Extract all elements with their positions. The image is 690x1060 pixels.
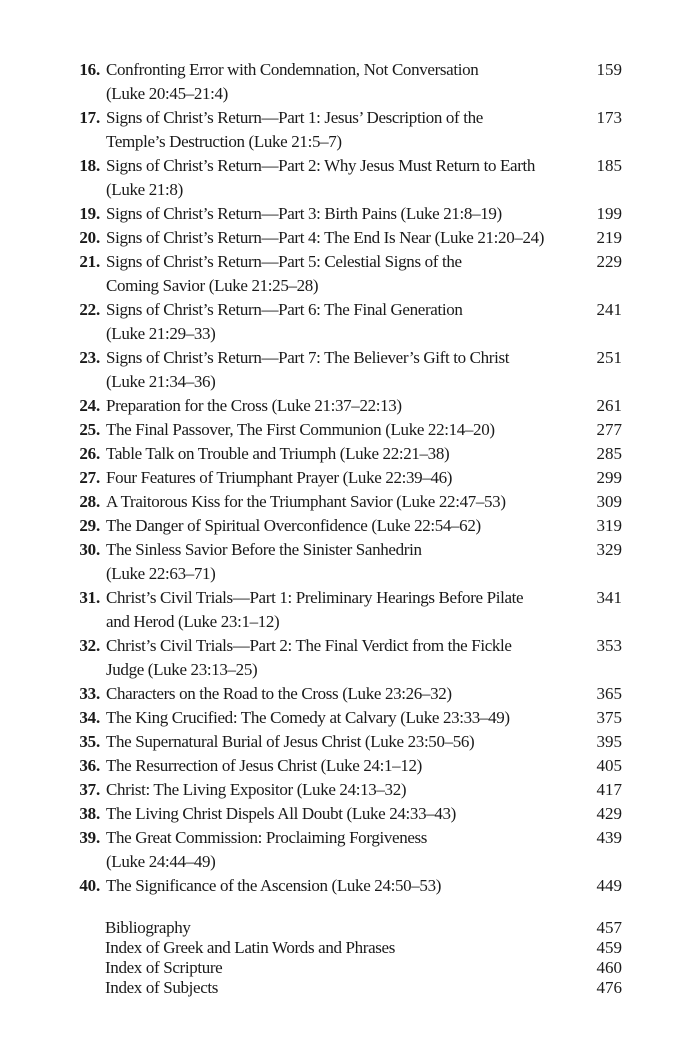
page-number: 341 bbox=[596, 588, 622, 607]
page-number: 241 bbox=[596, 300, 622, 319]
chapter-title-line: The Resurrection of Jesus Christ (Luke 24:1–12) bbox=[106, 756, 422, 775]
chapter-number: 22. bbox=[79, 300, 100, 319]
toc-entry bbox=[0, 874, 690, 898]
toc-entry bbox=[0, 538, 690, 586]
chapter-title bbox=[106, 394, 596, 418]
chapter-number: 29. bbox=[79, 516, 100, 535]
chapter-title-line: Signs of Christ’s Return—Part 5: Celestial Signs of the bbox=[106, 252, 462, 271]
chapter-number: 23. bbox=[79, 348, 100, 367]
chapter-title-line: Confronting Error with Condemnation, Not Conversation bbox=[106, 60, 479, 79]
chapter-title bbox=[106, 466, 596, 490]
back-matter-entry bbox=[0, 918, 690, 938]
page-number: 429 bbox=[596, 804, 622, 823]
page-number: 476 bbox=[596, 978, 622, 997]
chapter-title-line: A Traitorous Kiss for the Triumphant Savior (Luke 22:47–53) bbox=[106, 492, 506, 511]
page-number: 457 bbox=[596, 918, 622, 937]
back-matter-entry bbox=[0, 958, 690, 978]
chapter-title bbox=[106, 586, 596, 634]
toc-entry bbox=[0, 394, 690, 418]
chapter-title-line: The Final Passover, The First Communion (Luke 22:14–20) bbox=[106, 420, 495, 439]
chapter-title bbox=[106, 202, 596, 226]
chapter-title bbox=[106, 706, 596, 730]
chapter-title bbox=[106, 874, 596, 898]
chapter-title bbox=[106, 514, 596, 538]
chapter-title-line: The Danger of Spiritual Overconfidence (Luke 22:54–62) bbox=[106, 516, 481, 535]
chapter-title bbox=[106, 826, 596, 874]
page-number: 405 bbox=[596, 756, 622, 775]
chapter-number: 34. bbox=[79, 708, 100, 727]
back-matter-title: Bibliography bbox=[105, 918, 191, 937]
chapter-title-line: Characters on the Road to the Cross (Luke 23:26–32) bbox=[106, 684, 452, 703]
back-matter-title: Index of Greek and Latin Words and Phrases bbox=[105, 938, 396, 957]
chapter-title-line: Preparation for the Cross (Luke 21:37–22:13) bbox=[106, 396, 402, 415]
chapter-title bbox=[106, 730, 596, 754]
toc-entry bbox=[0, 634, 690, 682]
chapter-title-line: The Significance of the Ascension (Luke 24:50–53) bbox=[106, 876, 442, 895]
chapter-number: 40. bbox=[79, 876, 100, 895]
chapter-title-line: The Great Commission: Proclaiming Forgiveness bbox=[106, 828, 428, 847]
chapter-title-line: (Luke 21:34–36) bbox=[106, 372, 216, 391]
page-number: 229 bbox=[596, 252, 622, 271]
page-number: 319 bbox=[596, 516, 622, 535]
chapter-number: 24. bbox=[79, 396, 100, 415]
chapter-title-line: Temple’s Destruction (Luke 21:5–7) bbox=[106, 132, 342, 151]
chapter-title bbox=[106, 250, 596, 298]
chapter-number: 33. bbox=[79, 684, 100, 703]
chapter-title bbox=[106, 106, 596, 154]
page-number: 449 bbox=[596, 876, 622, 895]
chapter-title bbox=[106, 490, 596, 514]
chapter-number: 38. bbox=[79, 804, 100, 823]
chapter-number: 26. bbox=[79, 444, 100, 463]
chapter-title-line: Four Features of Triumphant Prayer (Luke 22:39–46) bbox=[106, 468, 453, 487]
page-number: 185 bbox=[596, 156, 622, 175]
chapter-number: 17. bbox=[79, 108, 100, 127]
toc-entry bbox=[0, 250, 690, 298]
chapter-title-line: Signs of Christ’s Return—Part 4: The End Is Near (Luke 21:20–24) bbox=[106, 228, 545, 247]
back-matter-title: Index of Subjects bbox=[105, 978, 219, 997]
chapter-title-line: (Luke 24:44–49) bbox=[106, 852, 216, 871]
chapter-title bbox=[106, 154, 596, 202]
chapter-title bbox=[106, 58, 596, 106]
chapter-title-line: The King Crucified: The Comedy at Calvary (Luke 23:33–49) bbox=[106, 708, 510, 727]
chapter-title bbox=[106, 298, 596, 346]
toc-entry bbox=[0, 298, 690, 346]
chapter-title bbox=[106, 754, 596, 778]
chapter-title-line: Signs of Christ’s Return—Part 3: Birth Pains (Luke 21:8–19) bbox=[106, 204, 502, 223]
chapter-title-line: and Herod (Luke 23:1–12) bbox=[106, 612, 280, 631]
toc-entry bbox=[0, 706, 690, 730]
chapter-number: 31. bbox=[79, 588, 100, 607]
chapter-title bbox=[106, 346, 596, 394]
chapter-title-line: Signs of Christ’s Return—Part 2: Why Jesus Must Return to Earth bbox=[106, 156, 536, 175]
chapter-title bbox=[106, 634, 596, 682]
chapter-title bbox=[106, 418, 596, 442]
page-number: 219 bbox=[596, 228, 622, 247]
chapter-number: 19. bbox=[79, 204, 100, 223]
toc-entry bbox=[0, 466, 690, 490]
page-number: 375 bbox=[596, 708, 622, 727]
chapter-title-line: (Luke 21:8) bbox=[106, 180, 183, 199]
page-number: 460 bbox=[596, 958, 622, 977]
chapter-title-line: (Luke 22:63–71) bbox=[106, 564, 216, 583]
page-number: 459 bbox=[596, 938, 622, 957]
chapter-title bbox=[106, 682, 596, 706]
page-number: 277 bbox=[596, 420, 622, 439]
page-number: 285 bbox=[596, 444, 622, 463]
page-number: 173 bbox=[596, 108, 622, 127]
chapter-list bbox=[0, 58, 690, 898]
page-number: 159 bbox=[596, 60, 622, 79]
toc-entry bbox=[0, 514, 690, 538]
toc-entry bbox=[0, 418, 690, 442]
chapter-number: 16. bbox=[79, 60, 100, 79]
chapter-title-line: The Living Christ Dispels All Doubt (Luke 24:33–43) bbox=[106, 804, 456, 823]
page-number: 309 bbox=[596, 492, 622, 511]
page-number: 199 bbox=[596, 204, 622, 223]
page-number: 329 bbox=[596, 540, 622, 559]
chapter-title-line: Signs of Christ’s Return—Part 1: Jesus’ Description of the bbox=[106, 108, 483, 127]
back-matter-entry bbox=[0, 938, 690, 958]
chapter-title bbox=[106, 442, 596, 466]
chapter-title-line: The Sinless Savior Before the Sinister Sanhedrin bbox=[106, 540, 422, 559]
chapter-number: 32. bbox=[79, 636, 100, 655]
toc-entry bbox=[0, 490, 690, 514]
chapter-number: 25. bbox=[79, 420, 100, 439]
chapter-title-line: (Luke 20:45–21:4) bbox=[106, 84, 228, 103]
chapter-number: 20. bbox=[79, 228, 100, 247]
chapter-number: 27. bbox=[79, 468, 100, 487]
back-matter-entry bbox=[0, 978, 690, 998]
toc-entry bbox=[0, 106, 690, 154]
toc-entry bbox=[0, 154, 690, 202]
page-number: 261 bbox=[596, 396, 622, 415]
toc-entry bbox=[0, 826, 690, 874]
chapter-number: 36. bbox=[79, 756, 100, 775]
page-number: 395 bbox=[596, 732, 622, 751]
chapter-number: 35. bbox=[79, 732, 100, 751]
chapter-title bbox=[106, 802, 596, 826]
page-number: 417 bbox=[596, 780, 622, 799]
toc-entry bbox=[0, 202, 690, 226]
chapter-number: 30. bbox=[79, 540, 100, 559]
chapter-title-line: Signs of Christ’s Return—Part 7: The Believer’s Gift to Christ bbox=[106, 348, 510, 367]
toc-entry bbox=[0, 802, 690, 826]
toc-entry bbox=[0, 730, 690, 754]
page-number: 251 bbox=[596, 348, 622, 367]
chapter-title-line: Judge (Luke 23:13–25) bbox=[106, 660, 258, 679]
chapter-title-line: Christ’s Civil Trials—Part 1: Preliminary Hearings Before Pilate bbox=[106, 588, 524, 607]
toc-entry bbox=[0, 346, 690, 394]
toc-entry bbox=[0, 58, 690, 106]
chapter-number: 18. bbox=[79, 156, 100, 175]
chapter-number: 39. bbox=[79, 828, 100, 847]
chapter-number: 21. bbox=[79, 252, 100, 271]
toc-entry bbox=[0, 778, 690, 802]
chapter-title-line: The Supernatural Burial of Jesus Christ (Luke 23:50–56) bbox=[106, 732, 475, 751]
chapter-number: 28. bbox=[79, 492, 100, 511]
chapter-title-line: (Luke 21:29–33) bbox=[106, 324, 216, 343]
toc-entry bbox=[0, 682, 690, 706]
page-number: 365 bbox=[596, 684, 622, 703]
page-number: 353 bbox=[596, 636, 622, 655]
toc-entry bbox=[0, 586, 690, 634]
toc-entry bbox=[0, 226, 690, 250]
chapter-number: 37. bbox=[79, 780, 100, 799]
chapter-title-line: Table Talk on Trouble and Triumph (Luke 22:21–38) bbox=[106, 444, 450, 463]
back-matter-title: Index of Scripture bbox=[105, 958, 223, 977]
back-matter-list bbox=[0, 918, 690, 998]
page-number: 439 bbox=[596, 828, 622, 847]
chapter-title-line: Christ: The Living Expositor (Luke 24:13–32) bbox=[106, 780, 407, 799]
toc-entry bbox=[0, 754, 690, 778]
chapter-title bbox=[106, 778, 596, 802]
toc-entry bbox=[0, 442, 690, 466]
chapter-title-line: Signs of Christ’s Return—Part 6: The Final Generation bbox=[106, 300, 463, 319]
chapter-title bbox=[106, 538, 596, 586]
chapter-title bbox=[106, 226, 596, 250]
chapter-title-line: Coming Savior (Luke 21:25–28) bbox=[106, 276, 319, 295]
chapter-title-line: Christ’s Civil Trials—Part 2: The Final Verdict from the Fickle bbox=[106, 636, 512, 655]
page-number: 299 bbox=[596, 468, 622, 487]
